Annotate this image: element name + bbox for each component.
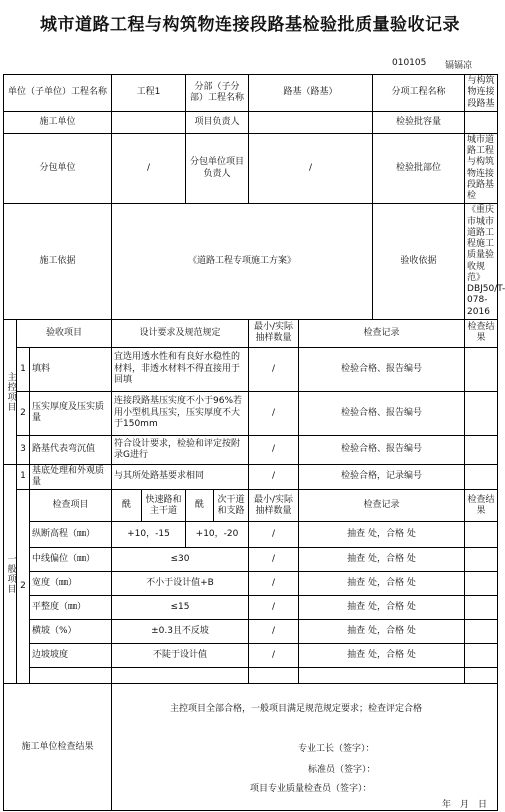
row-result <box>465 347 498 391</box>
row-result <box>465 572 498 596</box>
sub-mark-1: 酰 <box>112 490 142 522</box>
table-row <box>4 572 498 596</box>
col-record-header: 检查记录 <box>299 319 465 347</box>
sub-manager-label: 分包单位项目负责人 <box>186 133 249 204</box>
col-item-header: 验收项目 <box>17 319 112 347</box>
basis-label: 施工依据 <box>4 204 112 320</box>
header-row-construction <box>4 111 498 133</box>
header-row-basis <box>4 204 498 320</box>
row-result <box>465 548 498 572</box>
form-code: 010105 <box>392 58 427 68</box>
general-subheader-row <box>4 490 498 522</box>
header-row-subcontractor <box>4 133 498 204</box>
row-record: 抽查 处，合格 处 <box>299 644 465 668</box>
row-sample: / <box>249 620 299 644</box>
row-item: 横坡（%） <box>30 620 112 644</box>
construction-unit-label: 施工单位 <box>4 111 112 133</box>
sub-item-header: 检查项目 <box>30 490 112 522</box>
unit-value: 工程1 <box>112 75 186 112</box>
acceptance-basis-value: 《重庆市城市道路工程施工质量验收规范》DBJ50/T-078-2016 <box>465 204 498 320</box>
subcontractor-value: / <box>112 133 186 204</box>
footer-content <box>112 684 498 811</box>
row-no: 1 <box>17 464 30 490</box>
batch-part-label: 检验批部位 <box>373 133 465 204</box>
inspection-table <box>3 74 505 811</box>
col-result-header: 检查结果 <box>465 319 498 347</box>
subitem-value: 与构筑物连接段路基 <box>465 75 498 112</box>
footer-conclusion: 主控项目全部合格，一般项目满足规范规定要求；检查评定合格 <box>170 704 423 715</box>
row-record: 抽查 处，合格 处 <box>299 596 465 620</box>
row-result <box>465 435 498 464</box>
basis-value: 《道路工程专项施工方案》 <box>112 204 373 320</box>
inspector-signature: 标准员（签字）： <box>308 765 376 776</box>
row-merged-value <box>112 668 249 684</box>
row-design: 连接段路基压实度不小于96%若用小型机具压实，压实厚度不大于150mm <box>112 391 249 435</box>
col-sample-header: 最小/实际抽样数量 <box>249 319 299 347</box>
division-value: 路基（路基） <box>249 75 373 112</box>
subitem-label: 分项工程名称 <box>373 75 465 112</box>
batch-capacity-value <box>465 111 498 133</box>
project-manager-label: 项目负责人 <box>186 111 249 133</box>
row-merged-value: ≤30 <box>112 548 249 572</box>
subcontractor-label: 分包单位 <box>4 133 112 204</box>
row-item: 中线偏位（㎜） <box>30 548 112 572</box>
row-result <box>465 620 498 644</box>
row-sample: / <box>249 644 299 668</box>
row-item: 填料 <box>30 347 112 391</box>
row-record: 检验合格，记录编号 <box>299 464 465 490</box>
row-sample: / <box>249 596 299 620</box>
batch-capacity-label: 检验批容量 <box>373 111 465 133</box>
header-row-unit <box>4 75 498 112</box>
row-result <box>465 596 498 620</box>
row-item <box>30 668 112 684</box>
footer-row <box>4 684 498 811</box>
row-design: 与其所处路基要求相同 <box>112 464 249 490</box>
row-item: 边坡坡度 <box>30 644 112 668</box>
row-merged-value: ±0.3且不反坡 <box>112 620 249 644</box>
general-items-label: 一般项目 <box>4 464 17 684</box>
row-secondary-value: +10，-20 <box>186 522 249 548</box>
unit-label: 单位（子单位）工程名称 <box>4 75 112 112</box>
row-no: 1 <box>17 347 30 391</box>
row-sample: / <box>249 435 299 464</box>
row-item: 纵断高程（㎜） <box>30 522 112 548</box>
table-row <box>4 435 498 464</box>
sub-expressway-header: 快速路和主干道 <box>142 490 186 522</box>
row-sample: / <box>249 522 299 548</box>
table-row <box>4 644 498 668</box>
row-sample <box>249 668 299 684</box>
row-item: 宽度（㎜） <box>30 572 112 596</box>
row-record: 检验合格、报告编号 <box>299 435 465 464</box>
row-merged-value: ≤15 <box>112 596 249 620</box>
row-item: 平整度（㎜） <box>30 596 112 620</box>
row-item: 路基代表弯沉值 <box>30 435 112 464</box>
row-no: 2 <box>17 490 30 684</box>
footer-label: 施工单位检查结果 <box>4 684 112 811</box>
row-sample: / <box>249 347 299 391</box>
row-no: 3 <box>17 435 30 464</box>
sub-manager-value: / <box>249 133 373 204</box>
row-design: 符合设计要求，检验和评定按附录G进行 <box>112 435 249 464</box>
row-expressway-value: +10，-15 <box>112 522 186 548</box>
row-record: 检验合格、报告编号 <box>299 391 465 435</box>
table-row <box>4 596 498 620</box>
row-record <box>299 668 465 684</box>
table-row-blank <box>4 668 498 684</box>
row-record: 抽查 处，合格 处 <box>299 572 465 596</box>
row-no: 2 <box>17 391 30 435</box>
table-row <box>4 464 498 490</box>
row-record: 抽查 处，合格 处 <box>299 548 465 572</box>
division-label: 分部（子分部）工程名称 <box>186 75 249 112</box>
qa-signature: 项目专业质量检查员（签字）： <box>250 784 372 795</box>
acceptance-basis-label: 验收依据 <box>373 204 465 320</box>
construction-unit-value <box>112 111 186 133</box>
row-record: 抽查 处，合格 处 <box>299 620 465 644</box>
row-result <box>465 522 498 548</box>
row-result <box>465 668 498 684</box>
table-row <box>4 522 498 548</box>
row-item: 基底处理和外观质量 <box>30 464 112 490</box>
row-design: 宜选用透水性和有良好水稳性的材料，非透水材料不得直接用于回填 <box>112 347 249 391</box>
sub-mark-2: 酰 <box>186 490 214 522</box>
foreman-signature: 专业工长（签字）： <box>298 744 375 755</box>
row-record: 抽查 处，合格 处 <box>299 522 465 548</box>
row-sample: / <box>249 464 299 490</box>
row-sample: / <box>249 548 299 572</box>
column-header-row <box>4 319 498 347</box>
row-merged-value: 不陡于设计值 <box>112 644 249 668</box>
row-sample: / <box>249 572 299 596</box>
sub-result-header: 检查结果 <box>465 490 498 522</box>
col-design-header: 设计要求及规范规定 <box>112 319 249 347</box>
row-sample: / <box>249 391 299 435</box>
row-result <box>465 391 498 435</box>
row-merged-value: 不小于设计值+B <box>112 572 249 596</box>
table-row <box>4 347 498 391</box>
table-row <box>4 548 498 572</box>
project-manager-value <box>249 111 373 133</box>
form-code-suffix: 镉镉凉 <box>445 61 473 71</box>
table-row <box>4 391 498 435</box>
page-title: 城市道路工程与构筑物连接段路基检验批质量验收记录 <box>40 15 460 35</box>
table-row <box>4 620 498 644</box>
main-control-label: 主控项目 <box>4 319 17 464</box>
row-result <box>465 644 498 668</box>
sub-record-header: 检查记录 <box>299 490 465 522</box>
row-record: 检验合格、报告编号 <box>299 347 465 391</box>
row-item: 压实厚度及压实质量 <box>30 391 112 435</box>
batch-part-value: 城市道路工程与构筑物连接段路基检 <box>465 133 498 204</box>
sub-secondary-header: 次干道和支路 <box>214 490 249 522</box>
sign-date: 年 月 日 <box>442 800 488 811</box>
row-result <box>465 464 498 490</box>
sub-sample-header: 最小/实际抽样数量 <box>249 490 299 522</box>
